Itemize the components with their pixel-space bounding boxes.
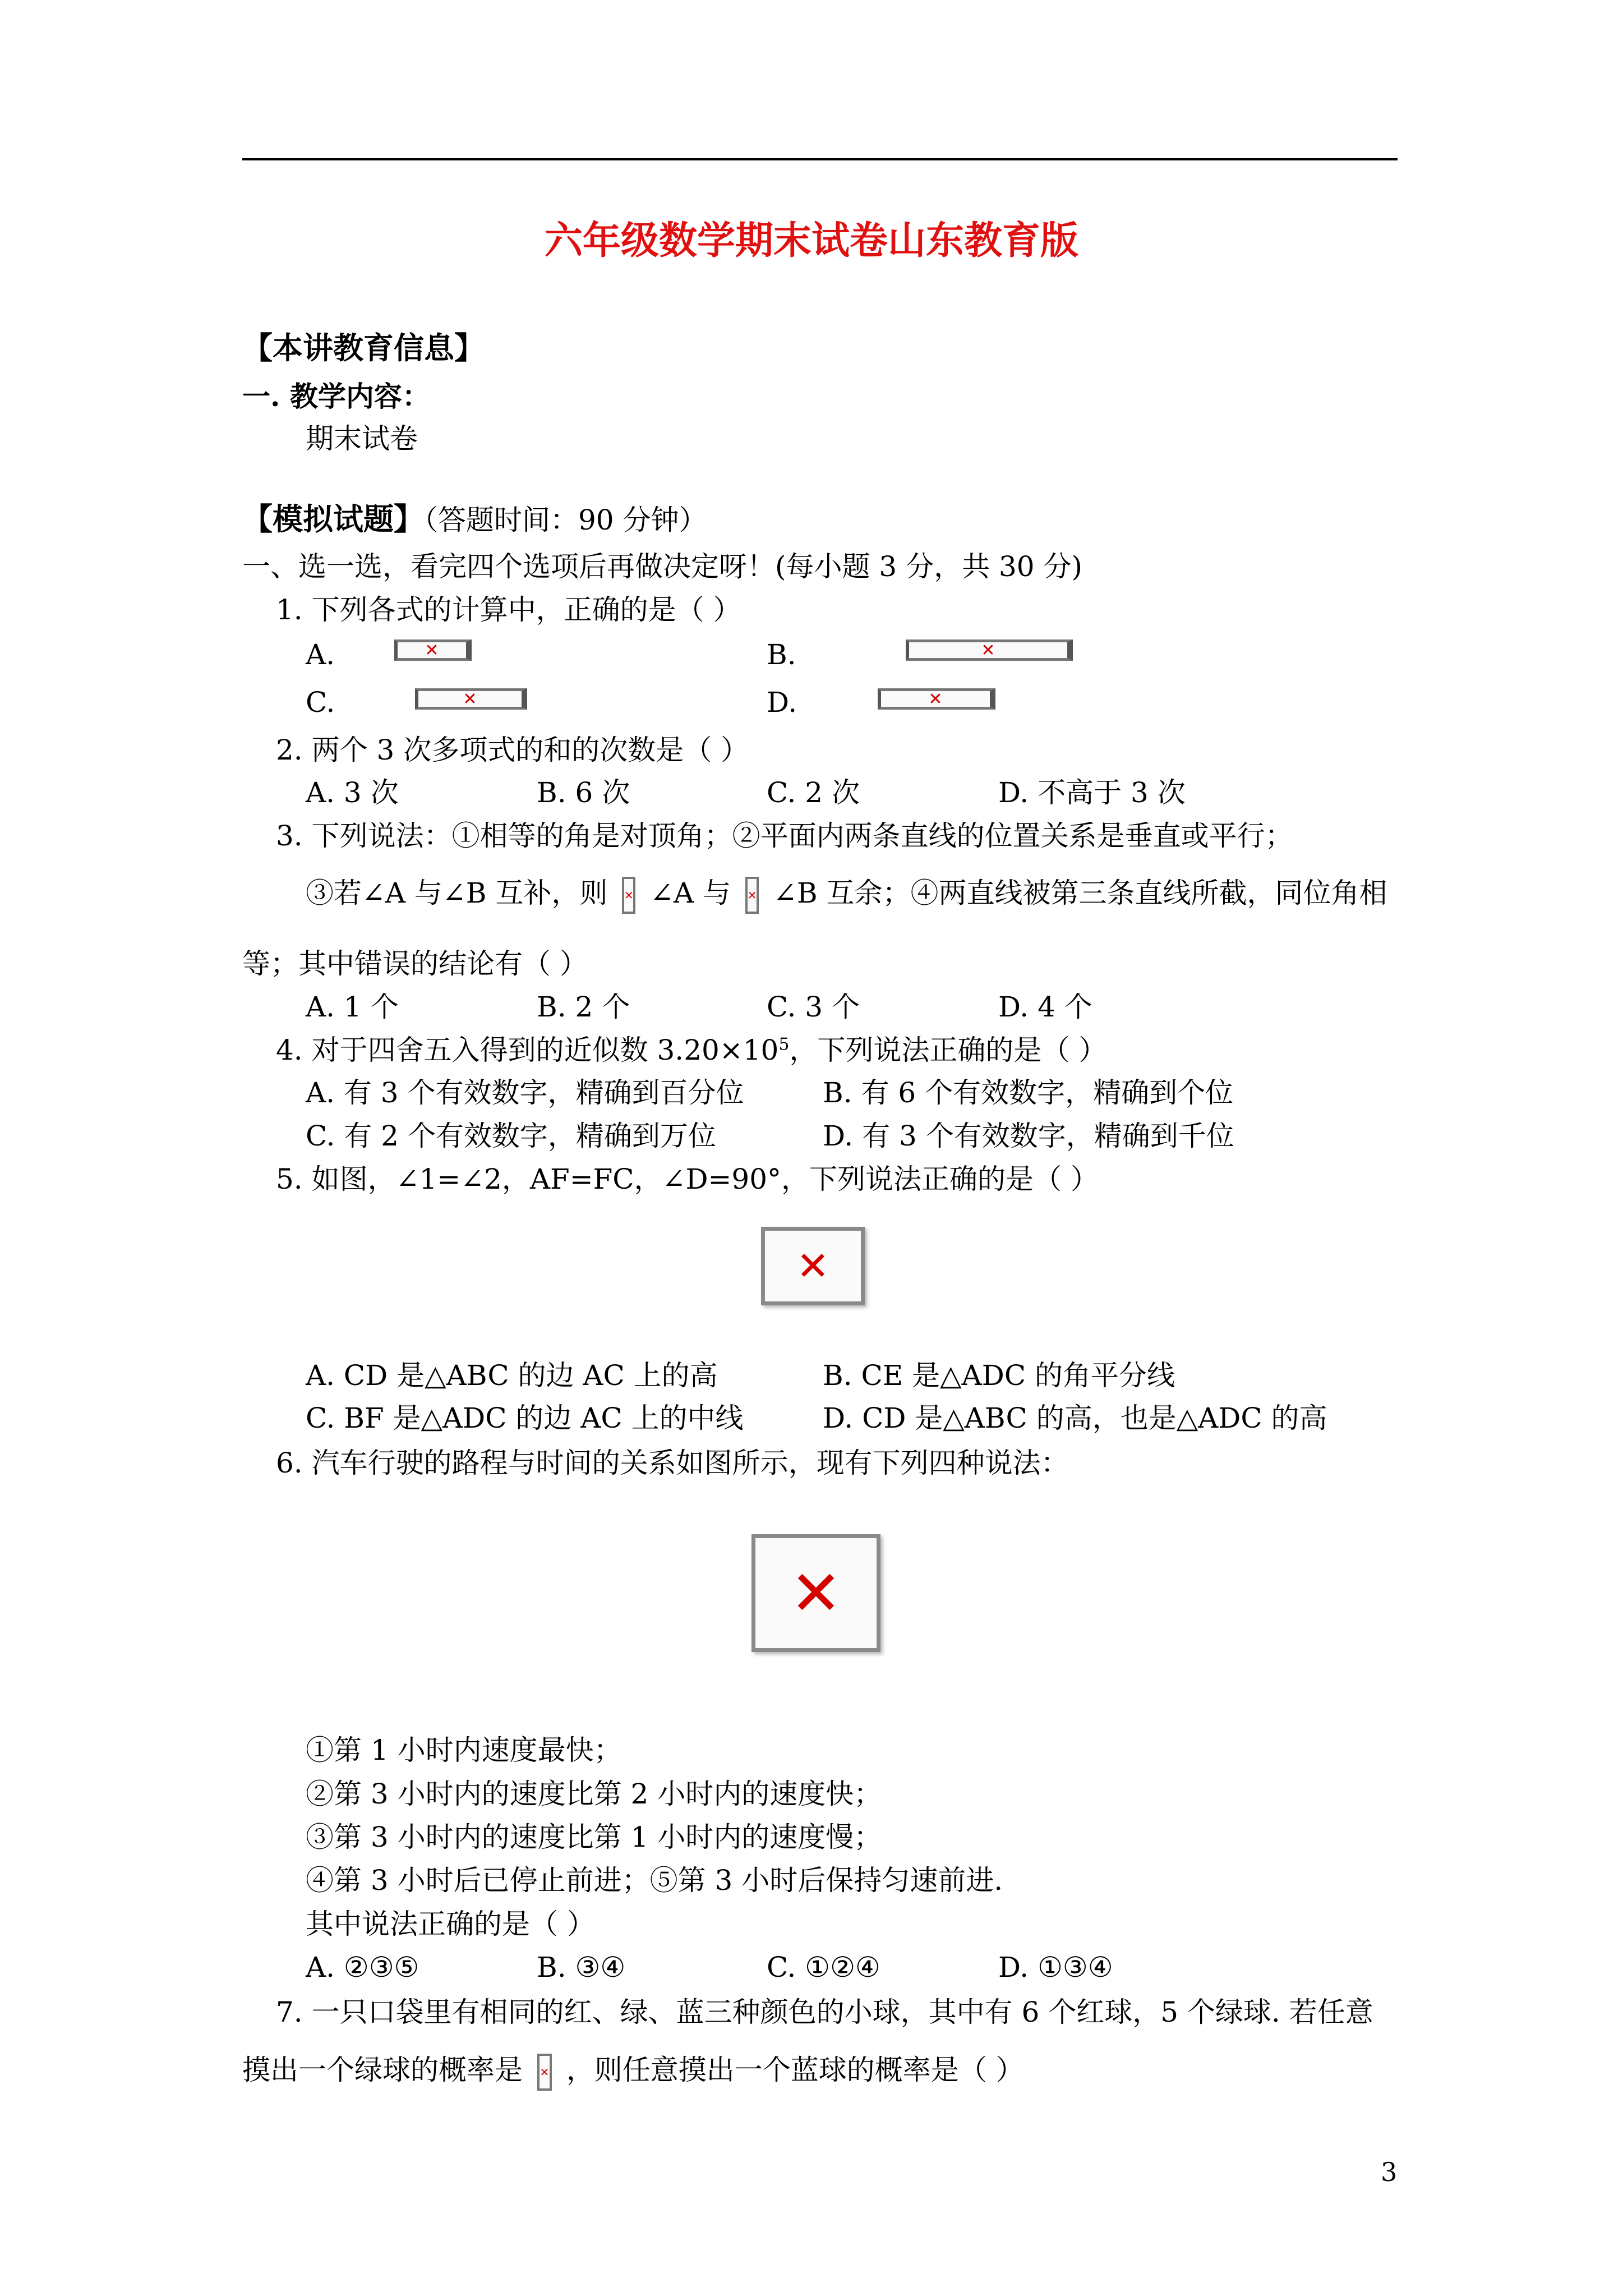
q6-statement-2: ②第 3 小时内的速度比第 2 小时内的速度快； (306, 1778, 882, 1810)
q6-option-c: C. ①②④ (767, 1951, 880, 1984)
q3-option-b: B. 2 个 (537, 991, 630, 1023)
q4-stem (276, 1033, 1106, 1067)
q4-option-a: A. 有 3 个有效数字，精确到百分位 (306, 1076, 744, 1109)
q7-stem-line2 (242, 2053, 1024, 2091)
mock-header-line (242, 502, 707, 537)
q3-option-c: C. 3 个 (767, 991, 860, 1023)
q1-option-b-label: B. (767, 638, 796, 671)
q3-stem-part-a: ③若∠A 与∠B 互补，则 (306, 877, 608, 909)
q4-option-b: B. 有 6 个有效数字，精确到个位 (823, 1076, 1234, 1109)
broken-image-icon: ✕ (415, 688, 527, 710)
broken-image-icon: ✕ (878, 688, 995, 710)
q6-statement-1: ①第 1 小时内速度最快； (306, 1734, 622, 1766)
q3-option-a: A. 1 个 (306, 991, 399, 1023)
q2-stem: 2. 两个 3 次多项式的和的次数是（ ） (276, 734, 749, 766)
q4-stem-pre: 4. 对于四舍五入得到的近似数 3.20×10 (276, 1034, 779, 1066)
broken-image-icon: ✕ (906, 639, 1073, 661)
q6-option-d: D. ①③④ (998, 1951, 1113, 1984)
q6-stem: 6. 汽车行驶的路程与时间的关系如图所示，现有下列四种说法： (276, 1447, 1069, 1479)
section1-label: 一. 教学内容： (242, 380, 430, 413)
mock-time: （答题时间：90 分钟） (424, 504, 707, 536)
q3-stem-part-c: ∠B 互余；④两直线被第三条直线所截，同位角相 (773, 877, 1387, 909)
broken-image-icon: ✕ (751, 1534, 880, 1652)
info-header: 【本讲教育信息】 (242, 330, 485, 366)
q6-statement-4: ④第 3 小时后已停止前进；⑤第 3 小时后保持匀速前进. (306, 1864, 1003, 1897)
q2-option-b: B. 6 次 (537, 776, 630, 809)
q4-stem-sup: 5 (778, 1034, 790, 1055)
header-rule (242, 158, 1398, 160)
broken-image-icon: ✕ (745, 877, 759, 914)
q4-option-c: C. 有 2 个有效数字，精确到万位 (306, 1120, 716, 1152)
q3-stem-line1: 3. 下列说法：①相等的角是对顶角；②平面内两条直线的位置关系是垂直或平行； (276, 820, 1293, 852)
q7-stem-part-a: 摸出一个绿球的概率是 (242, 2054, 523, 2086)
part1-instruction: 一、选一选，看完四个选项后再做决定呀！(每小题 3 分，共 30 分) (242, 550, 1083, 583)
broken-image-icon: ✕ (537, 2054, 552, 2091)
q2-option-a: A. 3 次 (306, 776, 399, 809)
q1-option-d-label: D. (767, 686, 797, 719)
q7-stem-line1: 7. 一只口袋里有相同的红、绿、蓝三种颜色的小球，其中有 6 个红球，5 个绿球. 若任意 (276, 1996, 1373, 2028)
q4-option-d: D. 有 3 个有效数字，精确到千位 (823, 1120, 1234, 1152)
q5-option-a: A. CD 是△ABC 的边 AC 上的高 (306, 1359, 718, 1392)
q5-option-b: B. CE 是△ADC 的角平分线 (823, 1359, 1175, 1392)
broken-image-icon: ✕ (394, 639, 472, 661)
q3-option-d: D. 4 个 (998, 991, 1092, 1023)
broken-image-icon: ✕ (622, 877, 635, 914)
section1-content: 期末试卷 (306, 422, 418, 455)
q5-option-c: C. BF 是△ADC 的边 AC 上的中线 (306, 1402, 744, 1434)
q7-stem-part-b: ，则任意摸出一个蓝球的概率是（ ） (566, 2054, 1024, 2086)
q6-question: 其中说法正确的是（ ） (306, 1908, 595, 1940)
q3-stem-part-b: ∠A 与 (650, 877, 731, 909)
q3-stem-line3: 等；其中错误的结论有（ ） (242, 947, 588, 980)
q4-stem-post: ，下列说法正确的是（ ） (789, 1034, 1107, 1066)
q1-stem: 1. 下列各式的计算中，正确的是（ ） (276, 593, 741, 626)
q2-option-d: D. 不高于 3 次 (998, 776, 1186, 809)
q1-option-a-label: A. (306, 638, 335, 671)
q3-stem-line2 (306, 876, 1387, 914)
q6-option-a: A. ②③⑤ (306, 1951, 419, 1984)
q1-option-c-label: C. (306, 686, 335, 719)
page-number: 3 (1381, 2157, 1398, 2187)
q6-option-b: B. ③④ (537, 1951, 626, 1984)
q5-option-d: D. CD 是△ABC 的高，也是△ADC 的高 (823, 1402, 1327, 1434)
q6-statement-3: ③第 3 小时内的速度比第 1 小时内的速度慢； (306, 1821, 882, 1853)
broken-image-icon: ✕ (761, 1227, 865, 1305)
q5-stem: 5. 如图，∠1=∠2，AF=FC，∠D=90°，下列说法正确的是（ ） (276, 1163, 1099, 1195)
page-title: 六年级数学期末试卷山东教育版 (544, 218, 1078, 263)
q2-option-c: C. 2 次 (767, 776, 860, 809)
mock-header: 【模拟试题】 (242, 501, 424, 537)
